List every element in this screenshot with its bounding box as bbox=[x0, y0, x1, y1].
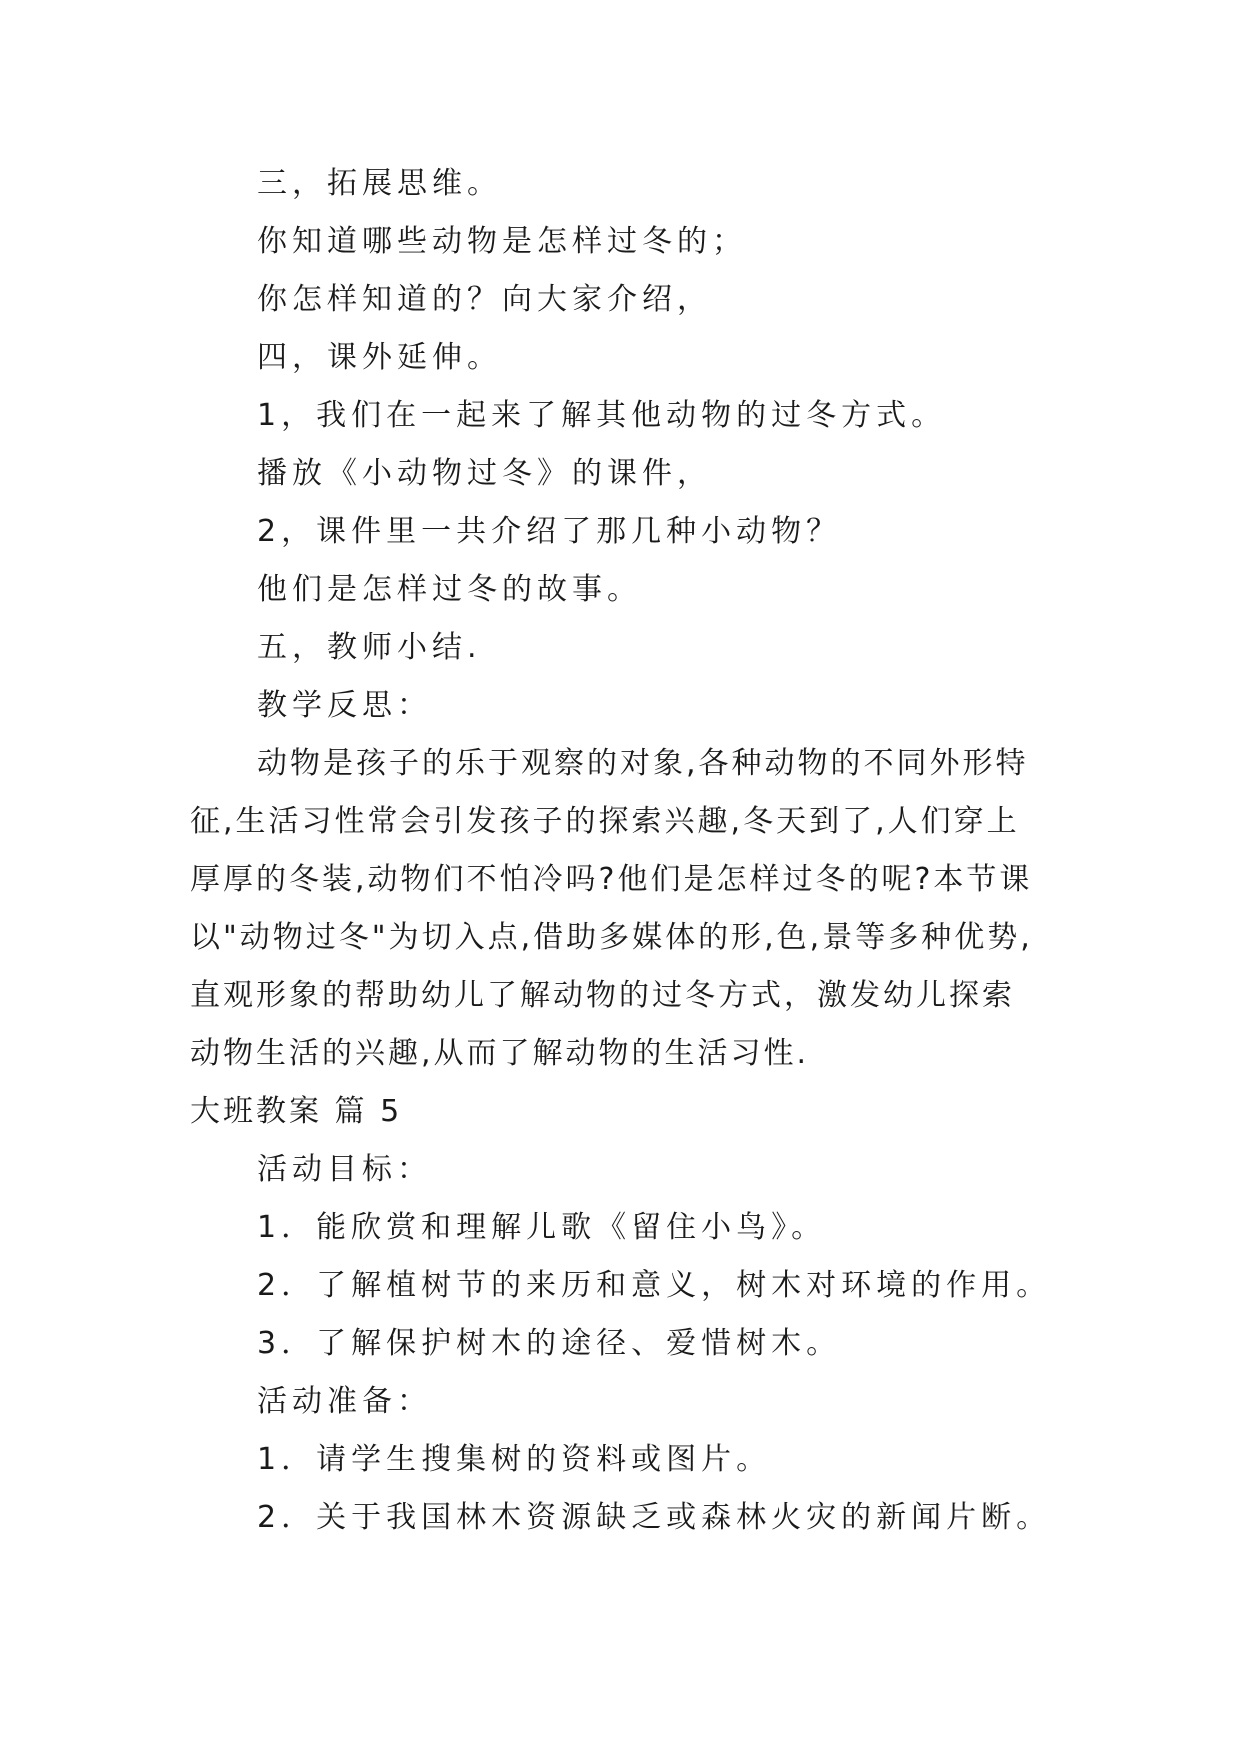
text-line: 2，课件里一共介绍了那几种小动物？ bbox=[257, 514, 842, 549]
heading-summary: 五，教师小结. bbox=[257, 630, 482, 665]
text-line: 1，我们在一起来了解其他动物的过冬方式。 bbox=[257, 398, 947, 433]
goal-item: 1．能欣赏和理解儿歌《留住小鸟》。 bbox=[257, 1210, 827, 1245]
paragraph-line: 厚厚的冬装,动物们不怕冷吗?他们是怎样过冬的呢?本节课 bbox=[190, 862, 1033, 897]
goal-item: 3．了解保护树木的途径、爱惜树木。 bbox=[257, 1326, 842, 1361]
text-line: 你怎样知道的？向大家介绍， bbox=[257, 282, 712, 317]
heading-expand-thinking: 三，拓展思维。 bbox=[257, 166, 502, 201]
goal-item: 2．了解植树节的来历和意义，树木对环境的作用。 bbox=[257, 1268, 1052, 1303]
heading-activity-goals: 活动目标： bbox=[257, 1152, 432, 1187]
paragraph-line: 动物生活的兴趣,从而了解动物的生活习性. bbox=[190, 1036, 810, 1071]
text-line: 你知道哪些动物是怎样过冬的； bbox=[257, 224, 747, 259]
text-line: 播放《小动物过冬》的课件， bbox=[257, 456, 712, 491]
paragraph-line: 直观形象的帮助幼儿了解动物的过冬方式，激发幼儿探索 bbox=[190, 978, 1015, 1013]
paragraph-line: 以"动物过冬"为切入点,借助多媒体的形,色,景等多种优势, bbox=[190, 920, 1033, 955]
prep-item: 1．请学生搜集树的资料或图片。 bbox=[257, 1442, 772, 1477]
text-line: 他们是怎样过冬的故事。 bbox=[257, 572, 642, 607]
paragraph-line: 动物是孩子的乐于观察的对象,各种动物的不同外形特 bbox=[257, 746, 1029, 781]
heading-activity-prep: 活动准备： bbox=[257, 1384, 432, 1419]
paragraph-line: 征,生活习性常会引发孩子的探索兴趣,冬天到了,人们穿上 bbox=[190, 804, 1020, 839]
section-heading: 大班教案 篇 5 bbox=[190, 1094, 403, 1129]
prep-item: 2．关于我国林木资源缺乏或森林火灾的新闻片断。 bbox=[257, 1500, 1052, 1535]
heading-reflection: 教学反思： bbox=[257, 688, 432, 723]
heading-extension: 四，课外延伸。 bbox=[257, 340, 502, 375]
